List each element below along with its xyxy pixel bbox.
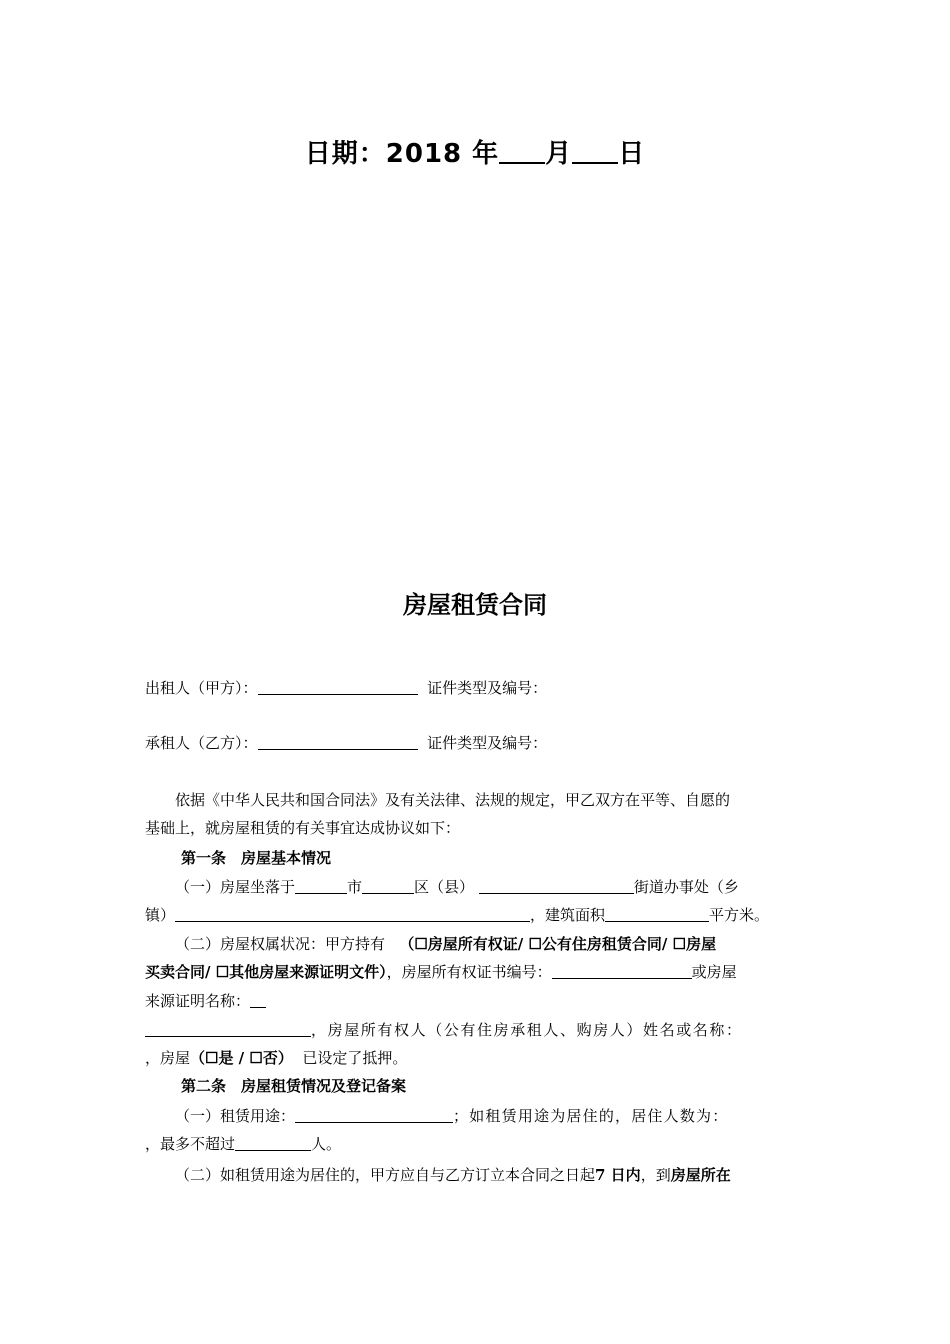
a1-item2-prefix: （二）房屋权属状况：甲方持有 — [175, 935, 386, 953]
source-name-blank-2 — [145, 1018, 311, 1037]
area-unit: 平方米。 — [709, 906, 770, 924]
a1-item2-line3 — [145, 988, 807, 1014]
a2-item1-line2 — [145, 1131, 807, 1157]
lessee-label: 承租人（乙方）： — [145, 734, 258, 752]
contract-title: 房屋租赁合同 — [403, 591, 547, 619]
ownership-options-1: （☐房屋所有权证/ ☐公有住房租赁合同/ ☐房屋 — [399, 935, 717, 953]
a2-item2-prefix: （二）如租赁用途为居住的，甲方应自与乙方订立本合同之日起 — [175, 1166, 596, 1184]
month-blank — [499, 144, 545, 164]
town-blank — [175, 903, 530, 922]
a2-item2-line1 — [145, 1162, 807, 1188]
lessor-line — [145, 675, 807, 701]
a1-item2-line2 — [145, 959, 807, 985]
lessor-id-label: 证件类型及编号： — [427, 679, 548, 697]
max-occupants-label: ，最多不超过 — [145, 1135, 236, 1153]
day-label: 日 — [618, 139, 646, 169]
street-label: 街道办事处（乡 — [633, 878, 739, 896]
mortgage-prefix: ，房屋 — [145, 1049, 191, 1067]
ownership-options-2: 买卖合同/ ☐其他房屋来源证明文件） — [145, 963, 387, 981]
area-blank — [605, 903, 709, 922]
article-1-heading: 第一条 房屋基本情况 — [181, 849, 332, 867]
article-2-heading: 第二条 房屋租赁情况及登记备案 — [181, 1077, 407, 1095]
date-prefix: 日期：2018 年 — [304, 139, 500, 169]
cert-number-label: ，房屋所有权证书编号： — [386, 963, 552, 981]
town-label: 镇） — [145, 906, 176, 924]
day-blank — [572, 144, 618, 164]
a1-item2-line5 — [145, 1045, 807, 1071]
cert-number-blank — [552, 960, 692, 979]
district-blank — [362, 875, 414, 894]
lessor-label: 出租人（甲方）： — [145, 679, 258, 697]
area-label: ，建筑面积 — [530, 906, 606, 924]
seven-days: 7 日内 — [595, 1166, 641, 1184]
lessee-id-label: 证件类型及编号： — [427, 734, 548, 752]
mortgage-choice: （☐是 / ☐否） — [190, 1049, 293, 1067]
or-label: 或房屋 — [691, 963, 737, 981]
date-line — [0, 133, 950, 170]
city-label: 市 — [347, 878, 363, 896]
lessee-name-blank — [258, 731, 418, 750]
mortgage-suffix: 已设定了抵押。 — [302, 1049, 408, 1067]
a1-item2-line4 — [145, 1017, 807, 1043]
a1-item1-line1 — [145, 874, 807, 900]
max-occupants-blank — [235, 1132, 311, 1151]
occupants-label: ；如租赁用途为居住的，居住人数为： — [453, 1107, 729, 1125]
month-label: 月 — [545, 139, 573, 169]
district-label: 区（县） — [414, 878, 475, 896]
usage-blank — [295, 1104, 453, 1123]
owner-label: ，房屋所有权人（公有住房承租人、购房人）姓名或名称： — [311, 1021, 743, 1039]
usage-label: （一）租赁用途： — [175, 1107, 296, 1125]
occupants-unit: 人。 — [311, 1135, 342, 1153]
preamble-line-2: 基础上，就房屋租赁的有关事宜达成协议如下： — [145, 819, 461, 837]
a2-item2-mid: ，到 — [640, 1166, 671, 1184]
street-blank — [479, 875, 634, 894]
a1-item1-prefix: （一）房屋坐落于 — [175, 878, 296, 896]
lessor-name-blank — [258, 676, 418, 695]
city-blank — [295, 875, 347, 894]
source-name-label: 来源证明名称： — [145, 992, 251, 1010]
property-location: 房屋所在 — [670, 1166, 731, 1184]
a1-item1-line2 — [145, 902, 807, 928]
lessee-line — [145, 730, 807, 756]
a2-item1-line1 — [145, 1103, 807, 1129]
source-name-blank — [250, 989, 266, 1008]
preamble-line-1: 依据《中华人民共和国合同法》及有关法律、法规的规定，甲乙双方在平等、自愿的 — [175, 791, 731, 809]
a1-item2-line1 — [145, 931, 807, 957]
